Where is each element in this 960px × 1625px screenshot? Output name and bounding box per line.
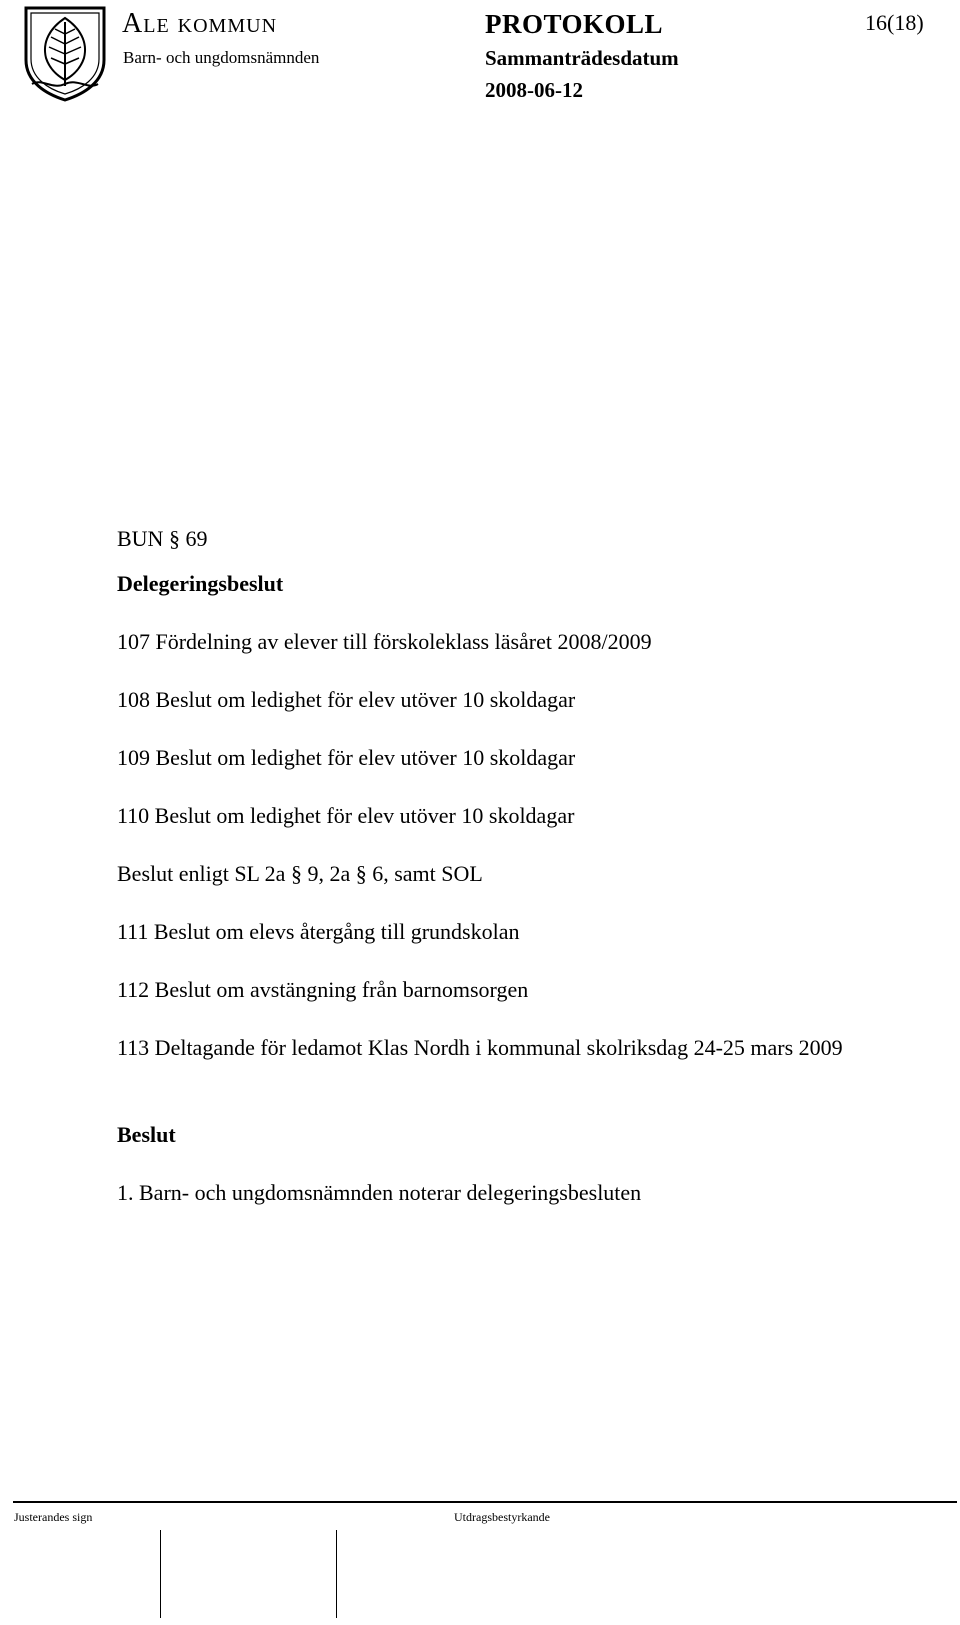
- meeting-date: 2008-06-12: [485, 78, 583, 102]
- signature-box-divider: [160, 1530, 161, 1618]
- footer-divider: [13, 1501, 957, 1503]
- organization-name-initial: A: [122, 8, 144, 39]
- decision-item: 1. Barn- och ungdomsnämnden noterar delegeringsbesluten: [117, 1180, 642, 1205]
- meeting-date-label: Sammanträdesdatum: [485, 46, 679, 70]
- organization-name-rest: le kommun: [143, 8, 278, 39]
- list-item: 107 Fördelning av elever till förskoleklass läsåret 2008/2009: [117, 629, 652, 654]
- list-item: 113 Deltagande för ledamot Klas Nordh i kommunal skolriksdag 24-25 mars 2009: [117, 1035, 843, 1060]
- list-item: 111 Beslut om elevs återgång till grundskolan: [117, 919, 520, 944]
- signature-box-divider: [336, 1530, 337, 1618]
- organization-name: [122, 8, 277, 40]
- list-item: 110 Beslut om ledighet för elev utöver 10 skoldagar: [117, 803, 575, 828]
- page-number: 16(18): [865, 10, 924, 35]
- municipal-crest-logo: [22, 4, 108, 102]
- paragraph-reference: BUN § 69: [117, 526, 208, 551]
- decision-heading: Beslut: [117, 1122, 176, 1147]
- department-name: Barn- och ungdomsnämnden: [123, 48, 320, 67]
- list-item: 112 Beslut om avstängning från barnomsorgen: [117, 977, 529, 1002]
- document-type: PROTOKOLL: [485, 9, 664, 39]
- footer-label-justerandes-sign: Justerandes sign: [14, 1510, 93, 1524]
- list-item: 108 Beslut om ledighet för elev utöver 10 skoldagar: [117, 687, 576, 712]
- footer-label-utdragsbestyrkande: Utdragsbestyrkande: [454, 1510, 550, 1524]
- list-item: 109 Beslut om ledighet för elev utöver 10 skoldagar: [117, 745, 576, 770]
- list-item: Beslut enligt SL 2a § 9, 2a § 6, samt SOL: [117, 861, 483, 886]
- section-heading: Delegeringsbeslut: [117, 571, 284, 596]
